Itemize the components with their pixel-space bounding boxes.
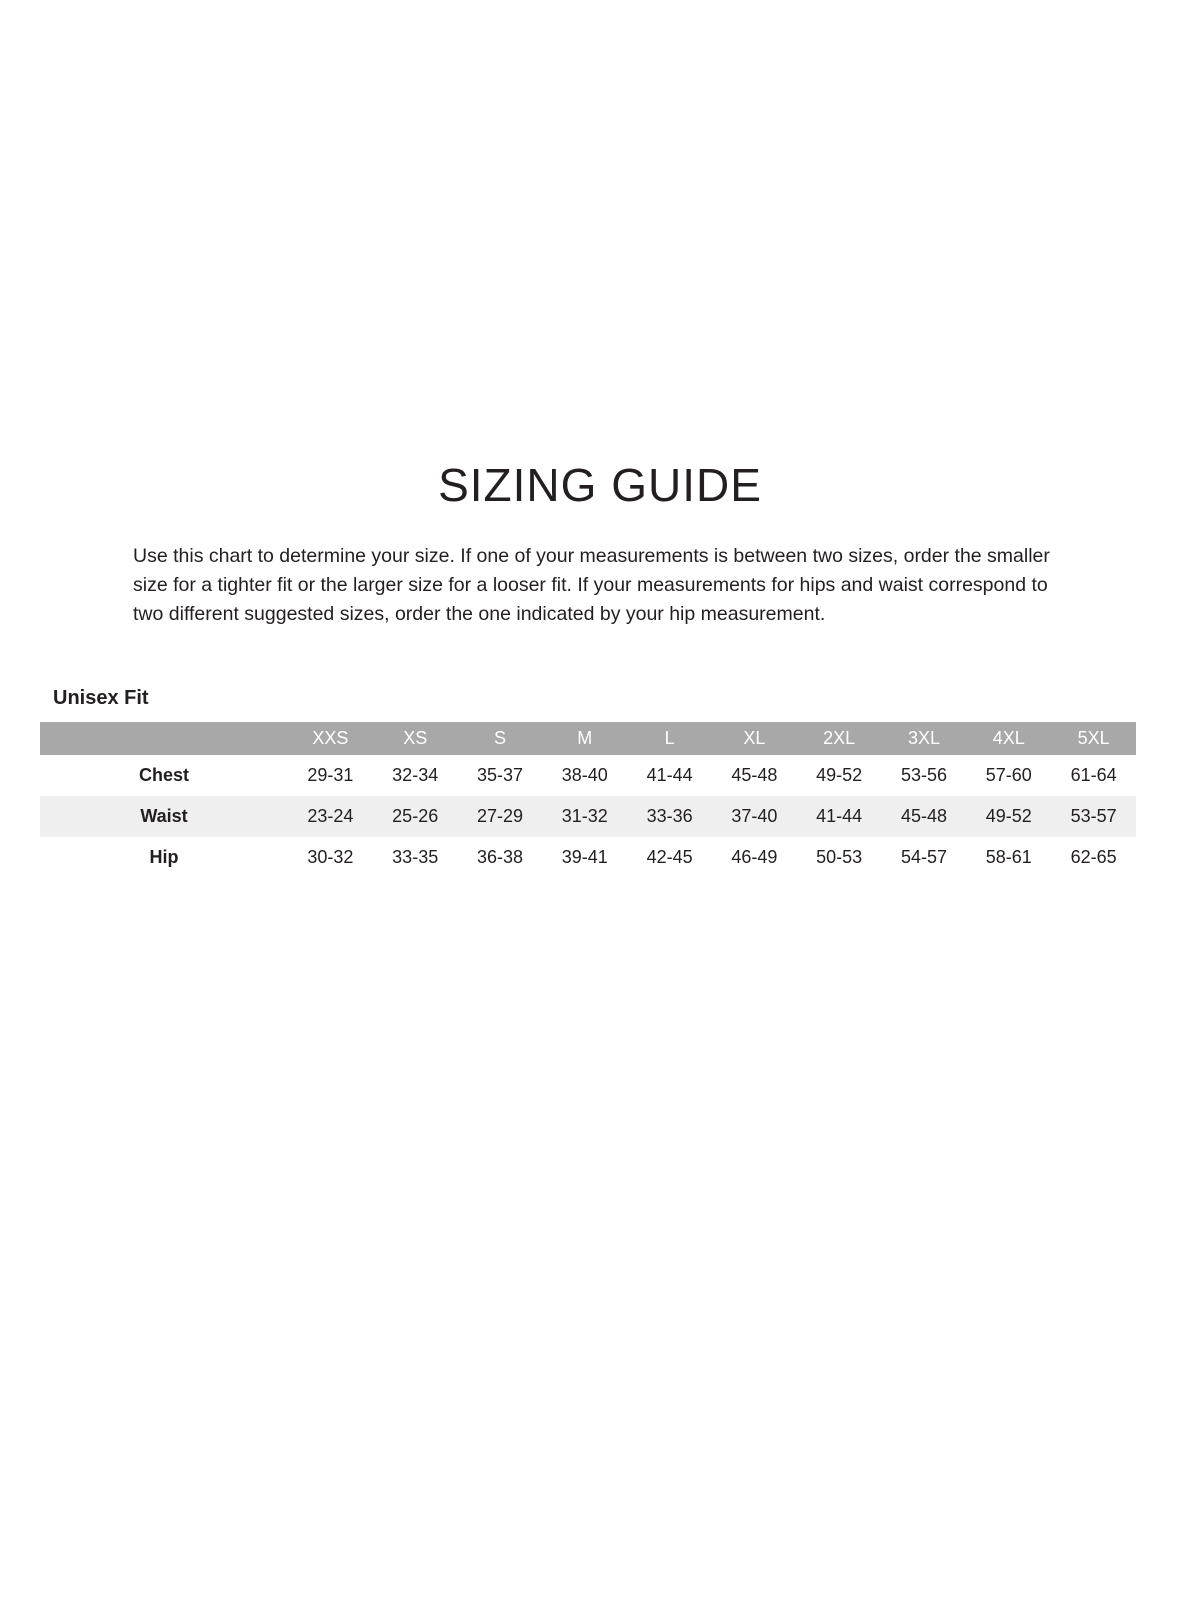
- size-cell: 50-53: [816, 847, 863, 867]
- size-cell: 49-52: [985, 806, 1032, 826]
- size-column-header: S: [458, 722, 543, 755]
- row-label: Chest: [138, 765, 189, 785]
- size-cell: 37-40: [731, 806, 778, 826]
- size-column-header: 2XL: [797, 722, 882, 755]
- sizing-table: [40, 722, 1136, 878]
- size-cell: 30-32: [307, 847, 354, 867]
- size-cell: 57-60: [985, 765, 1032, 785]
- size-cell: 54-57: [900, 847, 947, 867]
- size-cell: 38-40: [561, 765, 608, 785]
- size-cell: 31-32: [561, 806, 608, 826]
- size-cell: 62-65: [1070, 847, 1117, 867]
- row-label: Waist: [140, 806, 188, 826]
- size-column-header: XL: [712, 722, 797, 755]
- page-title: SIZING GUIDE: [438, 459, 762, 511]
- size-cell: 33-35: [392, 847, 439, 867]
- size-cell: 61-64: [1070, 765, 1117, 785]
- table-row-chest: [40, 755, 1136, 796]
- size-cell: 41-44: [816, 806, 863, 826]
- size-cell: 49-52: [816, 765, 863, 785]
- size-column-header: 3XL: [882, 722, 967, 755]
- row-label: Hip: [149, 847, 179, 867]
- size-cell: 29-31: [307, 765, 354, 785]
- size-column-header: XS: [373, 722, 458, 755]
- size-column-header: 5XL: [1051, 722, 1136, 755]
- size-cell: 53-56: [900, 765, 947, 785]
- size-cell: 39-41: [561, 847, 608, 867]
- empty-header-cell: [40, 722, 288, 755]
- size-cell: 45-48: [731, 765, 778, 785]
- size-cell: 46-49: [731, 847, 778, 867]
- intro-paragraph: Use this chart to determine your size. If one of your measurements is between two sizes, order the smaller size for a tighter fit or the larger size for a looser fit. If your measurements for hips and waist correspond to two different suggested sizes, order the one indicated by your hip measurement.: [133, 545, 1050, 625]
- size-column-header: L: [627, 722, 712, 755]
- size-cell: 27-29: [476, 806, 524, 826]
- size-column-header: 4XL: [966, 722, 1051, 755]
- size-cell: 32-34: [392, 765, 439, 785]
- size-cell: 58-61: [985, 847, 1032, 867]
- table-row-hip: [40, 837, 1136, 878]
- size-cell: 41-44: [646, 765, 693, 785]
- size-cell: 25-26: [392, 806, 439, 826]
- size-cell: 42-45: [646, 847, 693, 867]
- size-cell: 33-36: [646, 806, 693, 826]
- size-cell: 53-57: [1070, 806, 1117, 826]
- size-cell: 45-48: [900, 806, 947, 826]
- size-cell: 23-24: [307, 806, 354, 826]
- size-cell: 35-37: [476, 765, 524, 785]
- size-header-row: [40, 722, 1136, 755]
- size-column-header: XXS: [288, 722, 373, 755]
- size-column-header: M: [542, 722, 627, 755]
- table-row-waist: [40, 796, 1136, 837]
- unisex-fit-label: Unisex Fit: [53, 687, 149, 709]
- size-cell: 36-38: [476, 847, 524, 867]
